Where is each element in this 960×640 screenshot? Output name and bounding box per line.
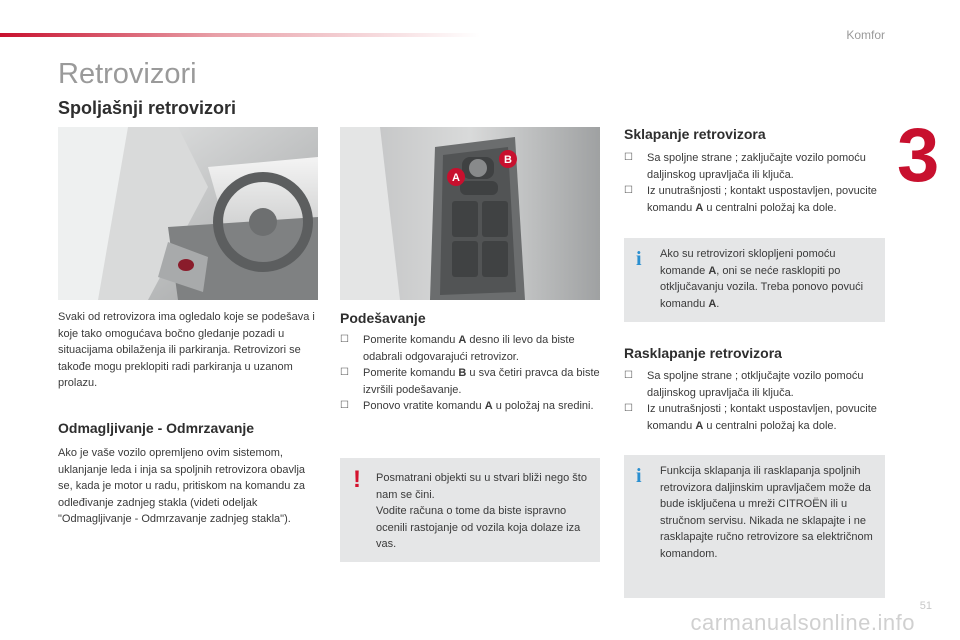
info-icon: i	[636, 248, 642, 270]
page-subtitle: Spoljašnji retrovizori	[58, 98, 237, 118]
list-item: ☐ Iz unutrašnjosti ; kontakt uspostavljen, povucite komandu A u centralni položaj ka dole.	[624, 403, 877, 432]
bullet-icon: ☐	[340, 334, 349, 345]
list-item: ☐ Ponovo vratite komandu A u položaj na sredini.	[340, 398, 602, 415]
mirror-control-photo	[340, 127, 600, 300]
watermark: carmanualsonline.info	[690, 610, 915, 635]
list-item: ☐ Pomerite komandu B u sva četiri pravca da biste izvršili podešavanje.	[340, 367, 600, 396]
intro-paragraph: Svaki od retrovizora ima ogledalo koje se podešava i koje tako omogućava bočno gledanje pozadi u situacijama obilaženja ili parkiranja. Retrovizori se takođe mogu preklopiti radi parkiranja u uzanom prolazu.	[58, 311, 315, 389]
label-b: B	[504, 154, 512, 166]
warning-box	[340, 458, 600, 562]
defog-heading: Odmagljivanje - Odmrzavanje	[58, 420, 255, 436]
interior-photo-illustration	[58, 127, 318, 300]
list-item: ☐ Sa spoljne strane ; otključajte vozilo pomoću daljinskog upravljača ili ključa.	[624, 370, 864, 399]
bullet-icon: ☐	[624, 370, 633, 381]
unfold-heading: Rasklapanje retrovizora	[624, 345, 782, 361]
bullet-icon: ☐	[340, 367, 349, 378]
info-box-remote	[624, 455, 885, 598]
fold-steps	[624, 150, 884, 216]
bullet-icon: ☐	[340, 400, 349, 411]
page-number: 51	[919, 600, 932, 612]
list-item: ☐ Pomerite komandu A desno ili levo da biste odabrali odgovarajući retrovizor.	[340, 334, 575, 363]
bullet-icon: ☐	[624, 403, 633, 414]
chapter-number: 3	[897, 113, 938, 198]
warning-text: Posmatrani objekti su u stvari bliži nego što nam se čini. Vodite računa o tome da biste ispravno ocenili rastojanje od vozila koja dolaze iza vas.	[376, 472, 587, 550]
warning-icon: !	[353, 466, 361, 493]
list-item: ☐ Iz unutrašnjosti ; kontakt uspostavljen, povucite komandu A u centralni položaj ka dole.	[624, 185, 877, 214]
list-item: ☐ Sa spoljne strane ; zaključajte vozilo pomoću daljinskog upravljača ili ključa.	[624, 152, 866, 181]
adjust-heading: Podešavanje	[340, 310, 426, 326]
info-text: Funkcija sklapanja ili rasklapanja spoljnih retrovizora daljinskim upravljačem može da bude isključena u mreži CITROËN ili u stručnom servisu. Nikada ne sklapajte i ne rasklapajte ručno retrovizore sa električnom komandom.	[660, 465, 873, 560]
section-label: Komfor	[846, 28, 885, 42]
interior-photo	[58, 127, 318, 300]
info-text: Ako su retrovizori sklopljeni pomoću komande A, oni se neće rasklopiti po otključavanju vozila. Treba ponovo povući komandu A.	[660, 248, 864, 310]
info-icon: i	[636, 465, 642, 487]
mirror-control-illustration	[340, 127, 600, 300]
page-title: Retrovizori	[58, 58, 197, 90]
label-a: A	[452, 172, 460, 184]
bullet-icon: ☐	[624, 185, 633, 196]
defog-paragraph: Ako je vaše vozilo opremljeno ovim sistemom, uklanjanje leda i inja sa spoljnih retrovizora obavlja se, kada je motor u radu, pritiskom na komandu za odleđivanje zadnjeg stakla (videti odeljak "Odmagljivanje - Odmrzavanje zadnjeg stakla").	[58, 447, 306, 525]
fold-heading: Sklapanje retrovizora	[624, 126, 766, 142]
info-box-folded	[624, 238, 885, 322]
header-accent-bar	[0, 33, 480, 37]
unfold-steps	[624, 368, 884, 434]
adjust-steps	[340, 332, 602, 415]
bullet-icon: ☐	[624, 152, 633, 163]
